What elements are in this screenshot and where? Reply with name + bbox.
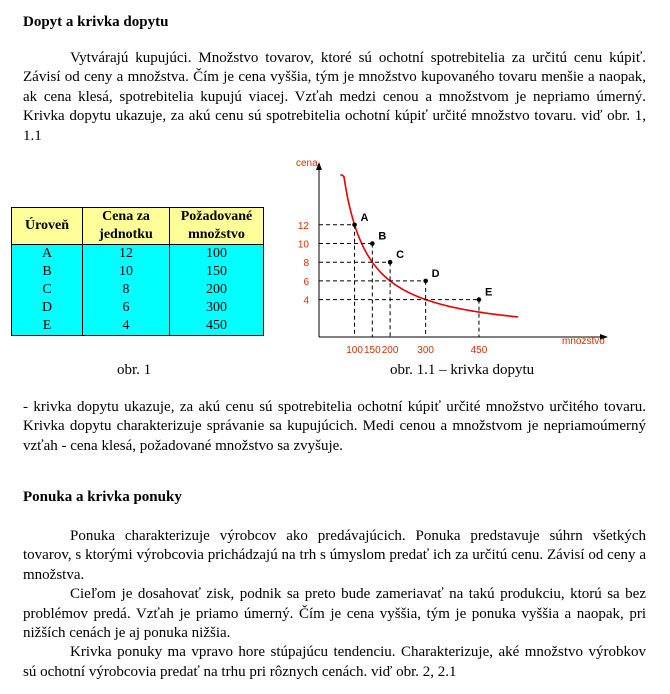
- table-row: [12, 281, 264, 299]
- data-point: [370, 241, 375, 246]
- table-row: [12, 245, 264, 264]
- supply-paragraph-1: Ponuka charakterizuje výrobcov ako predávajúcich. Ponuka predstavuje súhrn všetkých tovarov, s ktorými výrobcovia prichádzajú na trh s úmyslom predať ich za určitú cenu. Závisí od ceny a množstva.: [23, 528, 646, 583]
- point-label: C: [396, 249, 405, 262]
- table-cell-price: 10: [83, 263, 170, 281]
- table-cell-price: 8: [83, 281, 170, 299]
- x-axis-label: množstvo: [562, 336, 605, 347]
- table-cell-price: 4: [83, 317, 170, 336]
- x-tick-label: 150: [363, 345, 381, 356]
- demand-table: [11, 207, 264, 336]
- caption-fig11: obr. 1.1 – krivka dopytu: [390, 362, 535, 378]
- x-tick-label: 100: [346, 345, 363, 356]
- demand-paragraph-1: Vytvárajú kupujúci. Množstvo tovarov, ktoré sú ochotní spotrebitelia za určitú cenu kúpiť. Závisí od ceny a množstva. Čím je cena vyššia, tým je množstvo kupovaného tovaru menšie a naopak, ak cena klesá, spotrebitelia kupujú viacej. Vzťah medzi cenou a množstvom je nepriamo úmerný. Krivka dopytu ukazuje, za akú cenu sú spotrebitelia ochotní kúpiť určité množstvo tovaru. viď obr. 1, 1.1: [23, 50, 646, 144]
- table-cell-level: E: [12, 317, 83, 336]
- y-axis-label: cena: [296, 158, 318, 169]
- y-tick-label: 8: [303, 258, 309, 270]
- table-row: [12, 317, 264, 336]
- point-label: B: [378, 230, 387, 243]
- table-header-level: Úroveň: [12, 208, 83, 245]
- table-cell-level: C: [12, 281, 83, 299]
- table-cell-quantity: 100: [170, 245, 264, 264]
- point-label: E: [484, 286, 493, 299]
- table-cell-price: 12: [83, 245, 170, 264]
- section-heading-supply: Ponuka a krivka ponuky: [23, 489, 182, 505]
- point-label: A: [360, 211, 369, 224]
- caption-fig1: obr. 1: [117, 362, 152, 378]
- data-point: [477, 297, 482, 302]
- x-tick-label: 200: [381, 345, 399, 356]
- table-header-quantity: Požadované množstvo: [170, 208, 264, 245]
- x-tick-label: 300: [417, 345, 434, 356]
- table-cell-level: D: [12, 299, 83, 317]
- supply-paragraph-3: Krivka ponuky ma vpravo hore stúpajúcu tendenciu. Charakterizuje, aké množstvo výrobkov sú ochotní výrobcovia predať na trhu pri rôznych cenách. viď obr. 2, 2.1: [23, 644, 646, 680]
- table-cell-quantity: 300: [170, 299, 264, 317]
- y-tick-label: 4: [303, 295, 309, 307]
- table-cell-level: B: [12, 263, 83, 281]
- data-point: [423, 279, 428, 284]
- data-point: [388, 260, 393, 265]
- y-tick-label: 6: [303, 276, 309, 288]
- table-cell-quantity: 200: [170, 281, 264, 299]
- table-cell-price: 6: [83, 299, 170, 317]
- y-tick-label: 12: [297, 220, 309, 232]
- demand-paragraph-2: - krivka dopytu ukazuje, za akú cenu sú spotrebitelia ochotní kúpiť určité množstvo určitého tovaru. Krivka dopytu charakterizuje správanie sa kupujúcich. Medi cenou a množstvom je nepriamoúmerný vzťah - cena klesá, požadované množstvo sa zvyšuje.: [23, 399, 646, 454]
- table-cell-quantity: 150: [170, 263, 264, 281]
- table-cell-quantity: 450: [170, 317, 264, 336]
- point-label: D: [431, 267, 440, 280]
- section-heading-demand: Dopyt a krivka dopytu: [23, 14, 169, 30]
- supply-paragraphs: [23, 527, 646, 682]
- table-cell-level: A: [12, 245, 83, 264]
- supply-paragraph-2: Cieľom je dosahovať zisk, podnik sa preto bude zameriavať na takú produkciu, ktorú sa bez problémov predá. Vzťah je priamo úmerný. Čím je cena vyššia, tým je ponuka vyššia a naopak, pri nižších cenách je aj ponuka nižšia.: [23, 586, 646, 642]
- x-tick-label: 450: [470, 345, 488, 356]
- demand-curve-chart: [290, 150, 620, 365]
- table-header-row: [12, 208, 264, 245]
- table-header-price: Cena za jednotku: [83, 208, 170, 245]
- y-tick-label: 10: [297, 239, 309, 251]
- data-point: [352, 223, 357, 228]
- table-row: [12, 299, 264, 317]
- table-row: [12, 263, 264, 281]
